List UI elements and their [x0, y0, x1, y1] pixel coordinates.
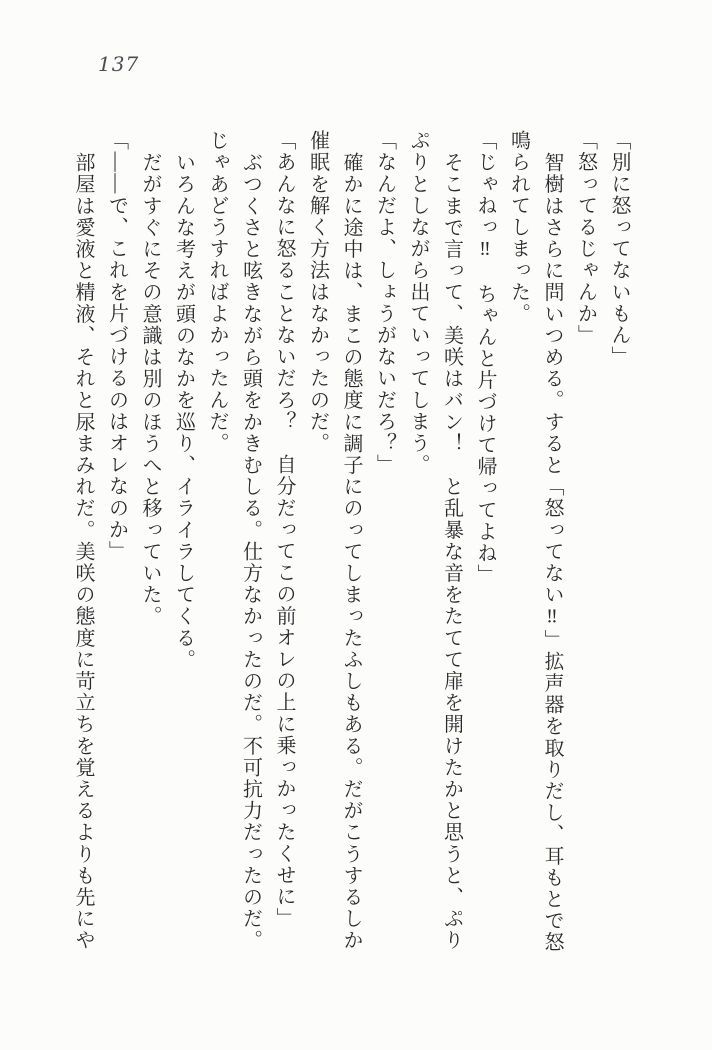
text-line-12: ぶつくさと呟きながら頭をかきむしる。仕方なかったのだ。不可抗力だったのだ。 [239, 151, 262, 951]
text-line-11: 「あんなに怒ることないだろ？ 自分だってこの前オレの上に乗っかったくせに」 [273, 130, 295, 930]
text-line-7: ぷりとしながら出ていってしまう。 [407, 130, 429, 476]
text-line-2: 「怒ってるじゃんか」 [574, 130, 597, 346]
text-line-3: 智樹はさらに問いつめる。すると「怒ってない‼」拡声器を取りだし、耳もとで怒 [541, 151, 563, 953]
text-line-6: そこまで言って、美咲はバン！ と乱暴な音をたてて扉を開けたかと思うと、ぷり [440, 151, 463, 951]
text-line-15: だがすぐにその意識は別のほうへと移っていた。 [139, 151, 161, 627]
page-number: 137 [98, 52, 140, 76]
text-line-16: 「――で、これを片づけるのはオレなのか」 [105, 130, 128, 562]
text-line-4: 鳴られてしまった。 [507, 130, 530, 325]
text-line-5: 「じゃねっ‼ ちゃんと片づけて帰ってよね」 [474, 130, 496, 586]
text-line-13: じゃあどうすればよかったんだ。 [206, 130, 228, 454]
text-line-1: 「別に怒ってないもん」 [608, 130, 630, 368]
text-line-8: 「なんだよ、しょうがないだろ？」 [373, 130, 396, 476]
vertical-text-block [66, 130, 636, 982]
text-line-14: いろんな考えが頭のなかを巡り、イライラしてくる。 [172, 151, 195, 670]
text-line-10: 催眠を解く方法はなかったのだ。 [306, 130, 329, 454]
text-line-9: 確かに途中は、まこの態度に調子にのってしまったふしもある。だがこうするしか [340, 151, 362, 951]
text-line-17: 部屋は愛液と精液、それと尿まみれだ。美咲の態度に苛立ちを覚えるよりも先にや [72, 151, 94, 951]
